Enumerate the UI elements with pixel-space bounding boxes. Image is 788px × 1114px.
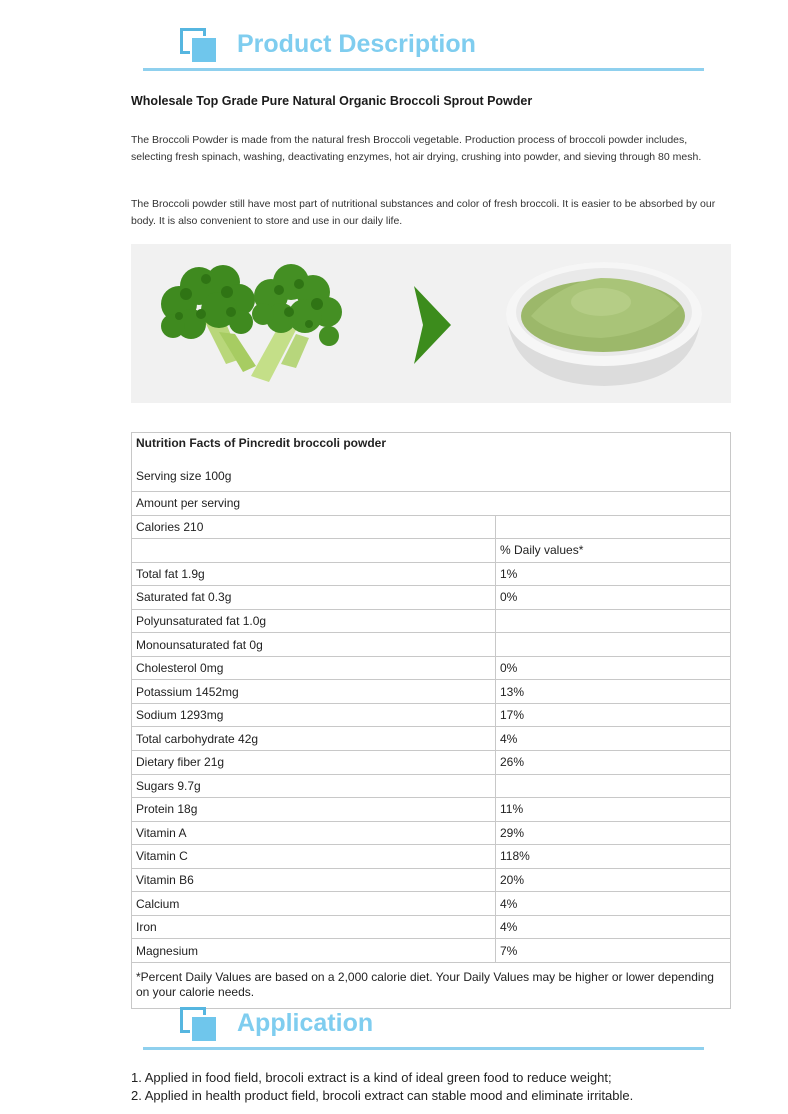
nutrient-dv: 0% [496,656,731,680]
section-title: Application [237,1009,374,1037]
calories: Calories 210 [132,515,496,539]
product-heading: Wholesale Top Grade Pure Natural Organic Broccoli Sprout Powder [131,94,533,108]
nutrient-dv: 7% [496,939,731,963]
nutrient-name: Dietary fiber 21g [132,751,496,775]
table-row [132,609,731,633]
nutrient-dv [496,633,731,657]
section-title: Product Description [237,30,476,58]
nutrition-footnote: *Percent Daily Values are based on a 2,000 calorie diet. Your Daily Values may be higher or lower depending on your calorie needs. [132,962,731,1008]
arrow-right-icon [414,286,451,364]
section-header-application [143,1007,704,1057]
nutrient-name: Magnesium [132,939,496,963]
nutrient-dv: 4% [496,892,731,916]
nutrient-dv: 118% [496,845,731,869]
broccoli-image [161,264,342,382]
section-square-icon [180,1007,216,1041]
amount-per-serving: Amount per serving [132,492,731,516]
table-row [132,633,731,657]
table-row [132,727,731,751]
nutrient-name: Vitamin A [132,821,496,845]
section-square-icon [180,28,216,62]
nutrient-dv: 13% [496,680,731,704]
nutrient-name: Vitamin B6 [132,868,496,892]
nutrient-name: Sodium 1293mg [132,703,496,727]
table-row [132,703,731,727]
section-divider [143,1047,704,1050]
nutrient-dv: 0% [496,586,731,610]
section-header-description [143,28,704,78]
table-row [132,892,731,916]
nutrient-dv: 11% [496,798,731,822]
nutrient-dv: 4% [496,727,731,751]
table-row [132,845,731,869]
broccoli-to-powder-image [131,244,731,403]
product-paragraph-1: The Broccoli Powder is made from the natural fresh Broccoli vegetable. Production process of broccoli powder includes, selecting fresh spinach, washing, deactivating enzymes, hot air drying, crushing into powder, and sieving through 80 mesh. [131,134,702,163]
nutrient-dv: 17% [496,703,731,727]
list-item: 1. Applied in food field, brocoli extract is a kind of ideal green food to reduce weight; [131,1070,612,1085]
nutrient-dv: 4% [496,915,731,939]
nutrient-dv: 26% [496,751,731,775]
nutrient-name: Cholesterol 0mg [132,656,496,680]
broccoli-illustration [131,244,731,403]
nutrient-name: Total carbohydrate 42g [132,727,496,751]
table-row [132,656,731,680]
table-row [132,868,731,892]
application-list [131,1069,633,1105]
list-item: 2. Applied in health product field, brocoli extract can stable mood and eliminate irritable. [131,1088,634,1103]
nutrient-name: Iron [132,915,496,939]
nutrient-dv [496,774,731,798]
nutrient-dv: 20% [496,868,731,892]
nutrient-name: Polyunsaturated fat 1.0g [132,609,496,633]
table-row [132,821,731,845]
nutrient-name: Calcium [132,892,496,916]
nutrient-dv: 29% [496,821,731,845]
nutrient-dv [496,609,731,633]
nutrient-name: Protein 18g [132,798,496,822]
table-row [132,798,731,822]
nutrient-dv: 1% [496,562,731,586]
table-row [132,915,731,939]
nutrient-name: Potassium 1452mg [132,680,496,704]
nutrition-table-header [132,433,731,492]
dv-header-blank [132,539,496,563]
dv-header: % Daily values* [496,539,731,563]
serving-size: Serving size 100g [136,469,232,483]
nutrient-name: Total fat 1.9g [132,562,496,586]
table-row [132,774,731,798]
table-row [132,751,731,775]
nutrient-name: Vitamin C [132,845,496,869]
table-row [132,939,731,963]
nutrition-title: Nutrition Facts of Pincredit broccoli powder [136,436,387,450]
section-divider [143,68,704,71]
nutrition-table [131,432,731,1009]
table-row [132,562,731,586]
nutrient-name: Sugars 9.7g [132,774,496,798]
powder-bowl-image [506,262,702,386]
calories-dv [496,515,731,539]
nutrient-name: Monounsaturated fat 0g [132,633,496,657]
table-row [132,680,731,704]
nutrient-name: Saturated fat 0.3g [132,586,496,610]
table-row [132,586,731,610]
product-paragraph-2: The Broccoli powder still have most part of nutritional substances and color of fresh broccoli. It is easier to be absorbed by our body. It is also convenient to store and use in our daily life. [131,198,716,227]
